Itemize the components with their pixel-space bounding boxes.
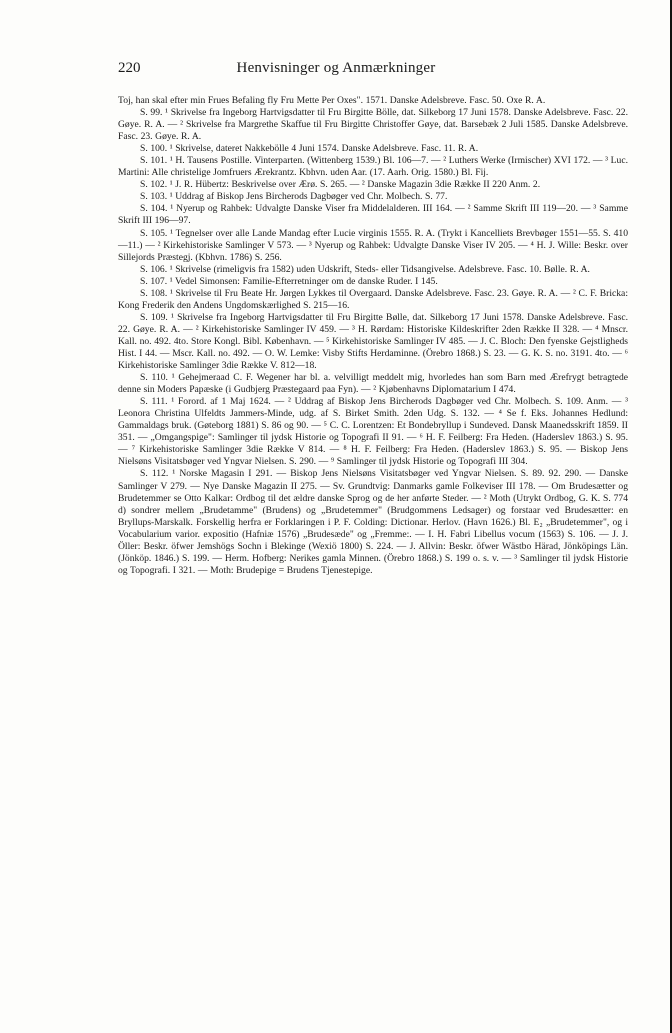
- notes-body: [118, 95, 628, 577]
- note-entry-s108: S. 108. ¹ Skrivelse til Fru Beate Hr. Jørgen Lykkes til Overgaard. Danske Adelsbreve. Fasc. 23. Gøye. R. A. — ² C. F. Bricka: Kong Frederik den Andens Ungdomskærlighed S. 215—16.: [118, 287, 628, 311]
- page-number: 220: [118, 60, 141, 76]
- note-entry-s103: S. 103. ¹ Uddrag af Biskop Jens Bircherods Dagbøger ved Chr. Molbech. S. 77.: [140, 191, 448, 203]
- note-entry-s112: S. 112. ¹ Norske Magasin I 291. — Biskop Jens Nielsøns Visitatsbøger ved Yngvar Nielsen. S. 89. 92. 290. — Danske Samlinger V 279. — Nye Danske Magazin II 275. — Sv. Grundtvig: Danmarks gamle Folkeviser III 178. — Om Brudesætter og Brudetemmer se Otto Kalkar: Ordbog til det ældre danske Sprog og de her anførte Steder. — ² Moth (Utrykt Ordbog, G. K. S. 774 d) sondrer mellem „Brudetamme" (Brudens) og „Brudetemmer" (Brudgommens Ledsager) og forstaar ved Brudesætter: en Bryllups-Marskalk. Forskellig herfra er Forklaringen i P. F. Colding: Dictionar. Herlov. (Havn 1626.) Bl. E₂ „Brudetemmer", og i Vocabularium varior. expositio (Hafniæ 1576) „Brudesæde" og „Fremme:. — I. H. Fabri Libellus vocum (1563) S. 106. — J. J. Öller: Beskr. öfwer Jemshögs Sochn i Blekinge (Wexiö 1800) S. 224. — J. Allvin: Beskr. öfwer Wästbo Härad, Jönköpings Län. (Jönköp. 1846.) S. 199. — Herm. Hofberg: Nerikes gamla Minnen. (Örebro 1868.) S. 199 o. s. v. — ³ Samlinger til jydsk Historie og Topografi. I 321. — Moth: Brudepige = Brudens Tjenestepige.: [118, 468, 628, 576]
- note-entry-s111: S. 111. ¹ Forord. af 1 Maj 1624. — ² Uddrag af Biskop Jens Bircherods Dagbøger ved Chr. Molbech. S. 109. Anm. — ³ Leonora Christina Ulfeldts Jammers-Minde, udg. af S. Birket Smith. 2den Udg. S. 132. — ⁴ Se f. Eks. Johannes Hedlund: Gammaldags bruk. (Gøteborg 1881) S. 86 og 90. — ⁵ C. C. Lorentzen: Et Bondebryllup i Sundeved. Dansk Maanedsskrift 1859. II 351. — „Omgangspige": Samlinger til jydsk Historie og Topografi II 91. — ⁶ H. F. Feilberg: Fra Heden. (Haderslev 1863.) S. 95. — ⁷ Kirkehistoriske Samlinger 3die Række V 814. — ⁸ H. F. Feilberg: Fra Heden. (Haderslev 1863.) S. 95. — Biskop Jens Nielsøns Visitatsbøger ved Yngvar Nielsen. S. 290. — ⁹ Samlinger til jydsk Historie og Topografi III 304.: [118, 396, 628, 468]
- note-entry-s102: S. 102. ¹ J. R. Hübertz: Beskrivelse over Ærø. S. 265. — ² Danske Magazin 3die Række II 220 Anm. 2.: [140, 179, 541, 191]
- note-entry-s109: S. 109. ¹ Skrivelse fra Ingeborg Hartvigsdatter til Fru Birgitte Bølle, dat. Silkeborg 17 Juni 1578. Danske Adelsbreve. Fasc. 22. Gøye. R. A. — ² Kirkehistoriske Samlinger IV 459. — ³ H. Rørdam: Historiske Kildeskrifter 2den Række II 328. — ⁴ Mnscr. Kall. no. 492. 4to. Store Kongl. Bibl. København. — ⁵ Kirkehistoriske Samlinger IV 485. — J. C. Bloch: Den fyenske Gejstligheds Hist. I 44. — Mscr. Kall. no. 492. — O. W. Lemke: Visby Stifts Herdaminne. (Örebro 1868.) S. 23. — G. K. S. no. 3191. 4to. — ⁶ Kirkehistoriske Samlinger 3die Række V. 812—18.: [118, 311, 628, 372]
- note-entry-s110: S. 110. ¹ Gehejmeraad C. F. Wegener har bl. a. velvilligt meddelt mig, hvorledes han som Barn med Ærefrygt betragtede denne sin Moders Papæske (i Gudbjerg Præstegaard paa Fyn). — ² Kjøbenhavns Diplomatarium I 474.: [118, 372, 628, 396]
- note-entry-s106: S. 106. ¹ Skrivelse (rimeligvis fra 1582) uden Udskrift, Steds- eller Tidsangivelse. Adelsbreve. Fasc. 10. Bølle. R. A.: [140, 263, 590, 275]
- running-head-title: Henvisninger og Anmærkninger: [236, 60, 436, 76]
- note-paragraph-continuation: Toj, han skal efter min Frues Befaling fly Fru Mette Per Oxes". 1571. Danske Adelsbreve. Fasc. 50. Oxe R. A.: [118, 95, 546, 106]
- note-entry-s105: S. 105. ¹ Tegnelser over alle Lande Mandag efter Lucie virginis 1555. R. A. (Trykt i Kancelliets Brevbøger 1551—55. S. 410—11.) — ² Kirkehistoriske Samlinger V 573. — ³ Nyerup og Rahbek: Udvalgte Danske Viser IV 205. — ⁴ H. J. Wille: Beskr. over Sillejords Præstegj. (Kbhvn. 1786) S. 256.: [118, 227, 628, 263]
- note-entry-s107: S. 107. ¹ Vedel Simonsen: Familie-Efterretninger om de danske Ruder. I 145.: [140, 275, 438, 287]
- note-entry-s101: S. 101. ¹ H. Tausens Postille. Vinterparten. (Wittenberg 1539.) Bl. 106—7. — ² Luthers Werke (Irmischer) XVI 172. — ³ Luc. Martini: Alle christelige Jomfruers Ærekrantz. Kbhvn. uden Aar. (17. Aarh. Orig. 1580.) Bl. Fij.: [118, 155, 628, 179]
- note-entry-s104: S. 104. ¹ Nyerup og Rahbek: Udvalgte Danske Viser fra Middelalderen. III 164. — ² Samme Skrift III 119—20. — ³ Samme Skrift III 196—97.: [118, 203, 628, 227]
- note-entry-s99: S. 99. ¹ Skrivelse fra Ingeborg Hartvigsdatter til Fru Birgitte Bölle, dat. Silkeborg 17 Juni 1578. Danske Adelsbreve. Fasc. 22. Gøye. R. A. — ² Skrivelse fra Margrethe Skaffue til Fru Birgitte Christoffer Gøye, dat. Barsebæk 2 Juli 1585. Danske Adelsbreve. Fasc. 23. Gøye. R. A.: [118, 107, 628, 143]
- note-entry-s100: S. 100. ¹ Skrivelse, dateret Nakkebölle 4 Juni 1574. Danske Adelsbreve. Fasc. 11. R. A.: [140, 143, 479, 155]
